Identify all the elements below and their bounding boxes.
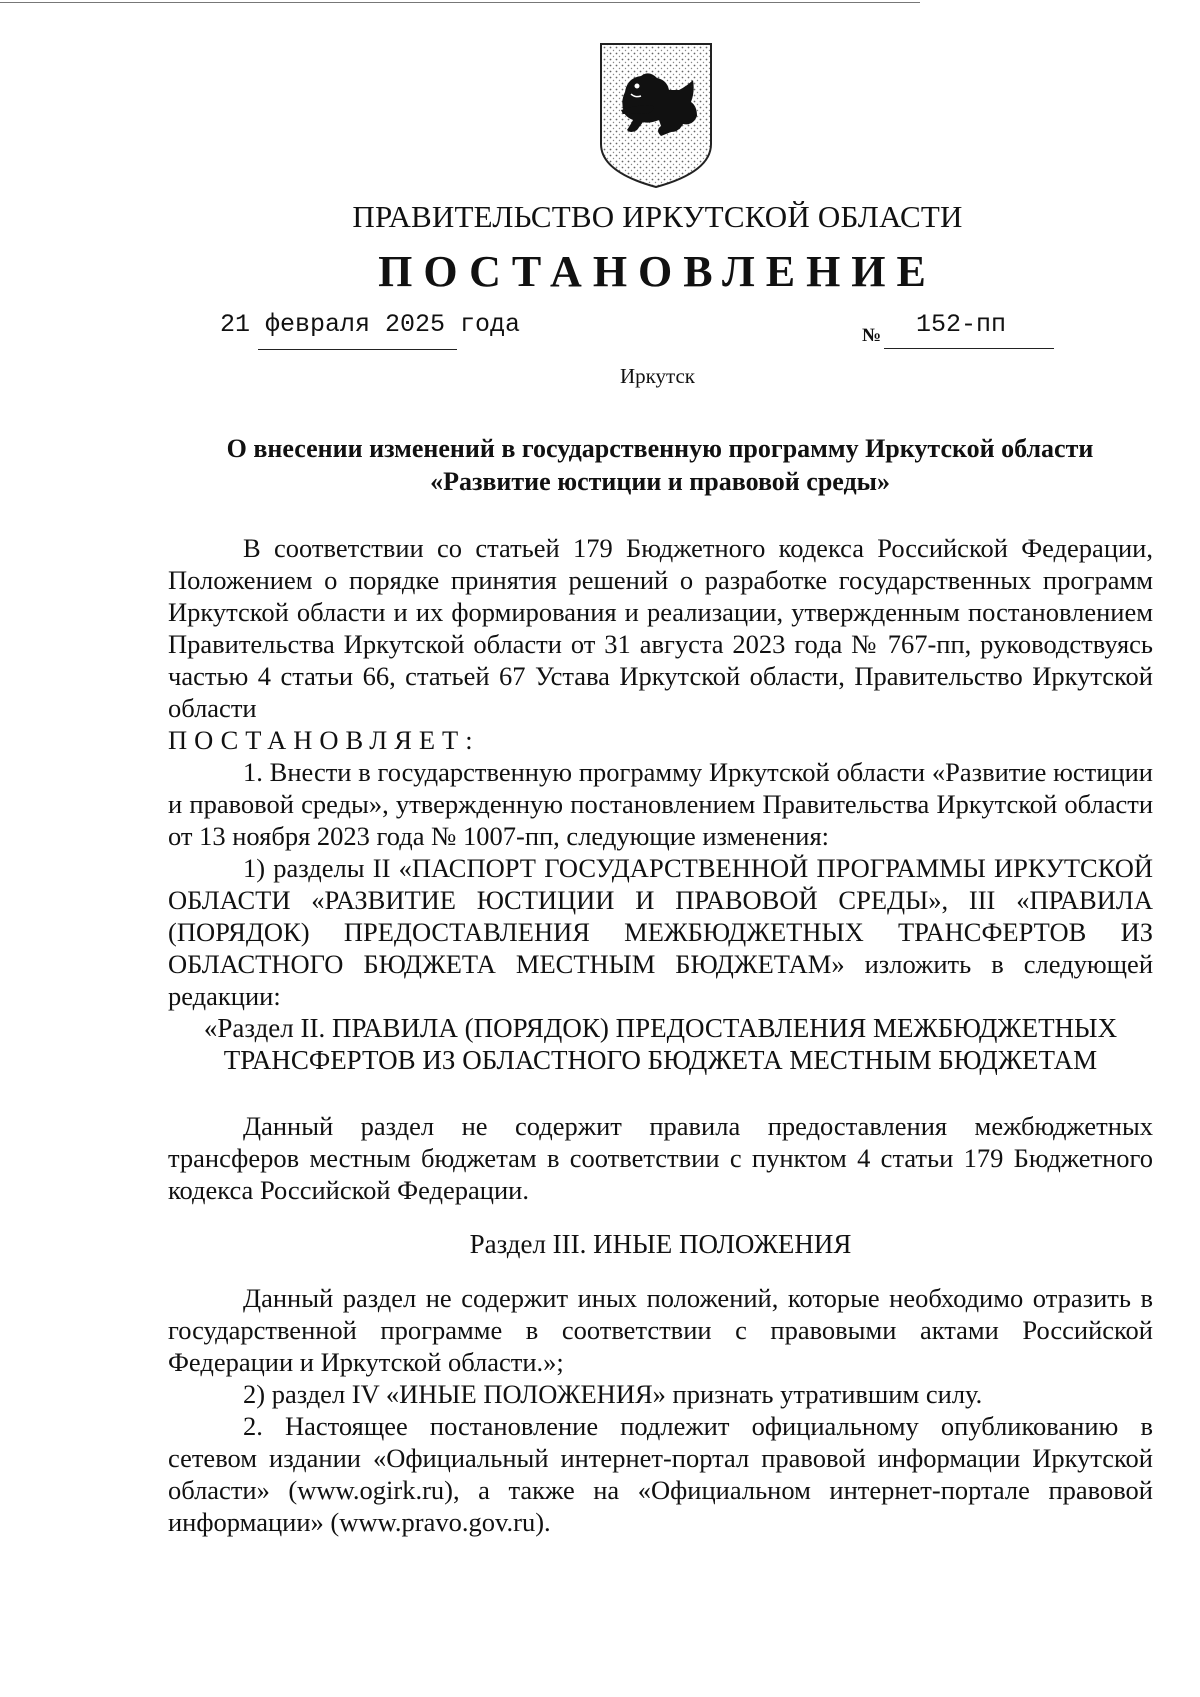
preamble-paragraph: В соответствии со статьей 179 Бюджетного кодекса Российской Федерации, Положением о порядке принятия решений о разработке государственных программ Иркутской области и их формирования и реализации, утвержденным постановлением Правительства Иркутской области от 31 августа 2023 года № 767-пп, руководствуясь частью 4 статьи 66, статьей 67 Устава Иркутской области, Правительство Иркутской области (168, 533, 1153, 723)
title-line-1: О внесении изменений в государственную программу Иркутской области (226, 434, 1094, 463)
spacer (168, 1260, 1153, 1282)
number-sign: № (862, 325, 882, 346)
document-title (170, 432, 1150, 498)
section-2-heading-line-1: «Раздел II. ПРАВИЛА (ПОРЯДОК) ПРЕДОСТАВЛЕНИЯ МЕЖБЮДЖЕТНЫХ (203, 1013, 1118, 1043)
section-2-heading-line-2: ТРАНСФЕРТОВ ИЗ ОБЛАСТНОГО БЮДЖЕТА МЕСТНЫМ БЮДЖЕТАМ (223, 1045, 1098, 1075)
section-3-heading: Раздел III. ИНЫЕ ПОЛОЖЕНИЯ (469, 1229, 852, 1259)
section-2-text: Данный раздел не содержит правила предоставления межбюджетных трансферов местным бюджетам в соответствии с пунктом 4 статьи 179 Бюджетного кодекса Российской Федерации. (168, 1111, 1153, 1205)
item-2-paragraph: 2. Настоящее постановление подлежит официальному опубликованию в сетевом издании «Официальный интернет-портал правовой информации Иркутской области» (www.ogirk.ru), а также на «Официальном интернет-портале правовой информации» (www.pravo.gov.ru). (168, 1411, 1153, 1537)
spacer (168, 1206, 1153, 1228)
section-3-text: Данный раздел не содержит иных положений, которые необходимо отразить в государственной программе в соответствии с правовыми актами Российской Федерации и Иркутской области.»; (168, 1283, 1153, 1377)
irkutsk-coat-of-arms-icon (597, 40, 715, 190)
spacer (168, 1076, 1153, 1110)
document-date: 21 февраля 2025 года (220, 310, 521, 339)
date-underline (258, 349, 457, 350)
title-line-2: «Развитие юстиции и правовой среды» (430, 467, 890, 496)
number-underline (884, 348, 1054, 349)
item-1-1-paragraph: 1) разделы II «ПАСПОРТ ГОСУДАРСТВЕННОЙ ПРОГРАММЫ ИРКУТСКОЙ ОБЛАСТИ «РАЗВИТИЕ ЮСТИЦИИ И ПРАВОВОЙ СРЕДЫ», III «ПРАВИЛА (ПОРЯДОК) ПРЕДОСТАВЛЕНИЯ МЕЖБЮДЖЕТНЫХ ТРАНСФЕРТОВ ИЗ ОБЛАСТНОГО БЮДЖЕТА МЕСТНЫМ БЮДЖЕТАМ» изложить в следующей редакции: (168, 853, 1153, 1011)
document-number: 152-пп (916, 310, 1007, 339)
document-type: ПОСТАНОВЛЕНИЕ (378, 247, 937, 296)
government-name: ПРАВИТЕЛЬСТВО ИРКУТСКОЙ ОБЛАСТИ (352, 199, 963, 234)
item-1-paragraph: 1. Внести в государственную программу Иркутской области «Развитие юстиции и правовой среды», утвержденную постановлением Правительства Иркутской области от 13 ноября 2023 года № 1007-пп, следующие изменения: (168, 757, 1153, 851)
document-body (168, 532, 1153, 1538)
resolves-word: ПОСТАНОВЛЯЕТ: (168, 725, 480, 755)
item-1-2-paragraph: 2) раздел IV «ИНЫЕ ПОЛОЖЕНИЯ» признать утратившим силу. (243, 1379, 983, 1409)
city-name: Иркутск (619, 364, 696, 388)
